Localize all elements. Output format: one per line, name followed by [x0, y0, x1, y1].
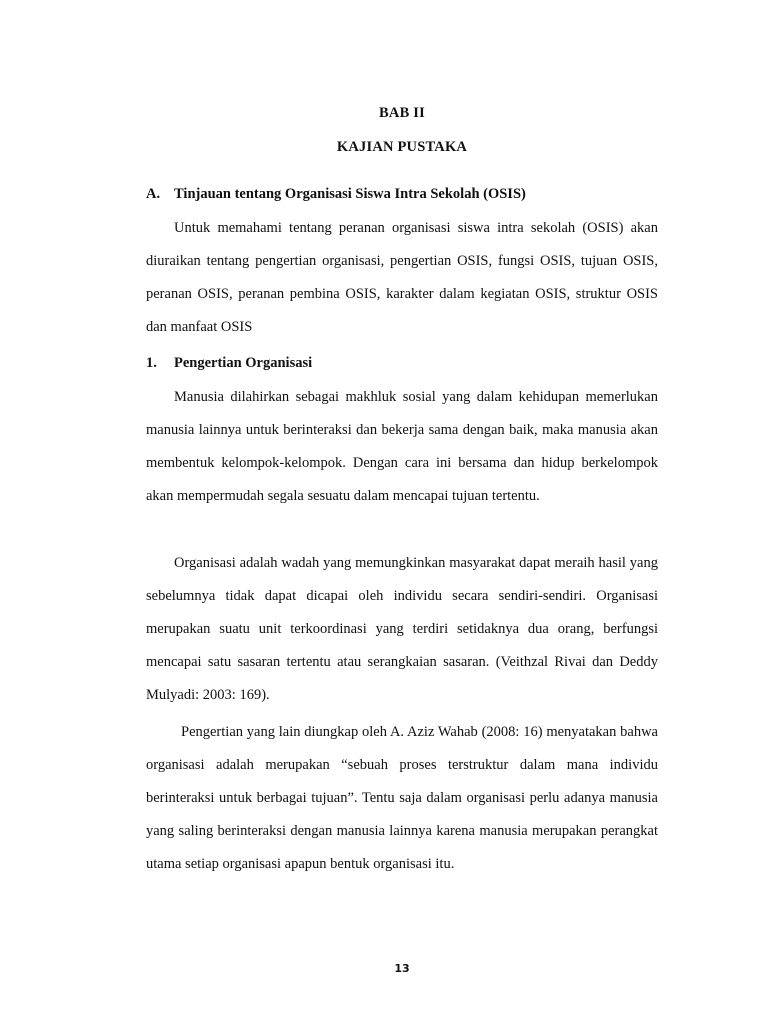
subsection-1-title: Pengertian Organisasi: [174, 355, 313, 371]
section-a-number: A.: [146, 186, 161, 202]
chapter-heading: BAB II: [379, 105, 425, 121]
subsection-1-number: 1.: [146, 355, 157, 371]
chapter-title: KAJIAN PUSTAKA: [336, 139, 468, 155]
page-number: 13: [394, 962, 410, 975]
paragraph-organisasi: Organisasi adalah wadah yang memungkinkan masyarakat dapat meraih hasil yang sebelumnya tidak dapat dicapai oleh individu secara sendiri-sendiri. Organisasi merupakan suatu unit terkoordinasi yang terdiri setidaknya dua orang, berfungsi mencapai satu sasaran tertentu atau serangkaian sasaran. (Veithzal Rivai dan Deddy Mulyadi: 2003: 169).: [146, 555, 658, 703]
paragraph-pengertian: Pengertian yang lain diungkap oleh A. Aziz Wahab (2008: 16) menyatakan bahwa organisasi adalah merupakan “sebuah proses terstruktur dalam mana individu berinteraksi untuk berbagai tujuan”. Tentu saja dalam organisasi perlu adanya manusia yang saling berinteraksi dengan manusia lainnya karena manusia merupakan perangkat utama setiap organisasi apapun bentuk organisasi itu.: [146, 724, 658, 872]
section-a-intro-paragraph: Untuk memahami tentang peranan organisasi siswa intra sekolah (OSIS) akan diuraikan tentang pengertian organisasi, pengertian OSIS, fungsi OSIS, tujuan OSIS, peranan OSIS, peranan pembina OSIS, karakter dalam kegiatan OSIS, struktur OSIS dan manfaat OSIS: [146, 220, 658, 335]
paragraph-manusia: Manusia dilahirkan sebagai makhluk sosial yang dalam kehidupan memerlukan manusia lainnya untuk berinteraksi dan bekerja sama dengan baik, maka manusia akan membentuk kelompok-kelompok. Dengan cara ini bersama dan hidup berkelompok akan mempermudah segala sesuatu dalam mencapai tujuan tertentu.: [146, 389, 658, 504]
section-a-title: Tinjauan tentang Organisasi Siswa Intra Sekolah (OSIS): [174, 186, 526, 202]
